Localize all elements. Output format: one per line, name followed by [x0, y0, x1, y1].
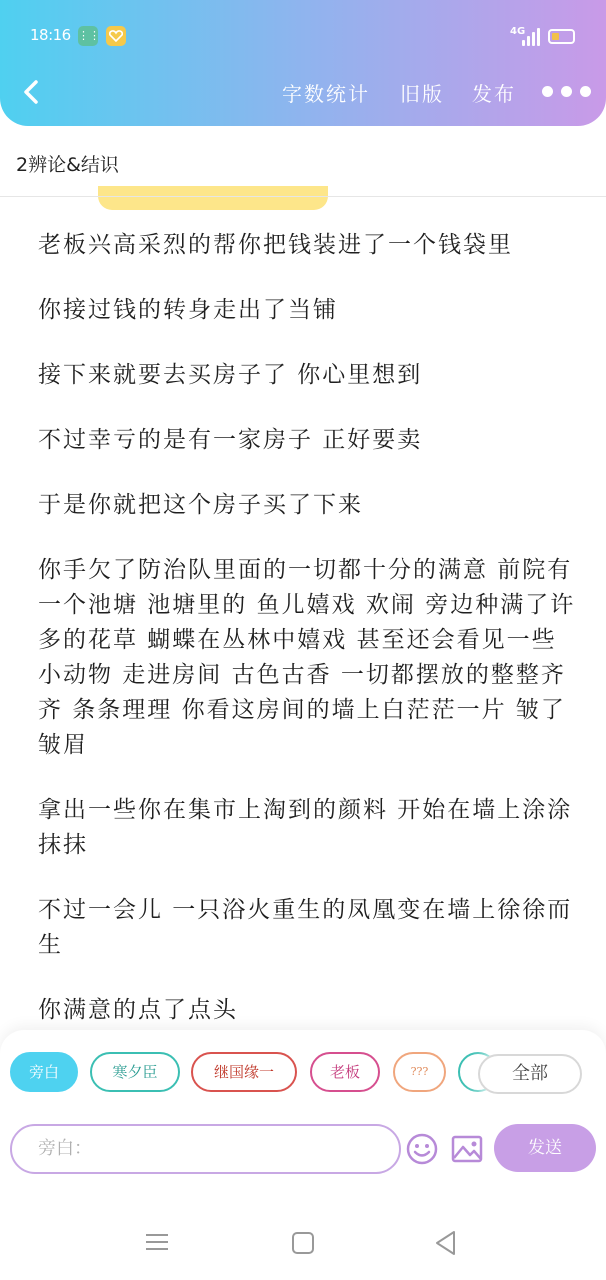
publish-button[interactable]: 发布: [472, 82, 516, 106]
back-arrow-icon[interactable]: [20, 78, 44, 106]
header: [0, 0, 606, 126]
paragraph: 于是你就把这个房子买了下来: [38, 492, 363, 518]
input-row: [0, 1124, 606, 1176]
paragraph: 拿出一些你在集市上淘到的颜料 开始在墙上涂涂抹抹: [38, 797, 573, 858]
character-chip[interactable]: 寒夕臣: [90, 1052, 180, 1092]
back-triangle-icon[interactable]: [434, 1230, 458, 1256]
character-chip[interactable]: ???: [393, 1052, 446, 1092]
paragraph: 不过幸亏的是有一家房子 正好要卖: [38, 427, 423, 453]
chapter-title[interactable]: 2辨论&结识: [16, 154, 119, 176]
signal-icon: [522, 28, 540, 46]
status-bar: [0, 0, 606, 70]
old-version-button[interactable]: 旧版: [400, 82, 444, 106]
send-button[interactable]: 发送: [494, 1124, 596, 1172]
more-dots-icon[interactable]: [542, 84, 592, 98]
network-type: 4G: [510, 26, 526, 37]
paragraph: 你接过钱的转身走出了当铺: [38, 297, 338, 323]
image-icon[interactable]: [450, 1132, 484, 1166]
paragraph: 老板兴高采烈的帮你把钱装进了一个钱袋里: [38, 232, 513, 258]
character-chip-narrator[interactable]: 旁白: [10, 1052, 78, 1092]
divider: [0, 196, 606, 197]
notification-heart-icon: [106, 26, 126, 46]
chapter-highlight: [98, 186, 328, 210]
message-input[interactable]: 旁白：: [10, 1124, 401, 1174]
composer-panel: [0, 1030, 606, 1180]
emoji-icon[interactable]: [405, 1132, 439, 1166]
home-icon[interactable]: [292, 1232, 314, 1254]
paragraph: 你满意的点了点头: [38, 997, 238, 1023]
character-chip[interactable]: 老板: [310, 1052, 380, 1092]
paragraph: 不过一会儿 一只浴火重生的凤凰变在墙上徐徐而生: [38, 897, 573, 958]
battery-icon: [548, 29, 575, 44]
status-time: 18:16: [30, 26, 71, 44]
character-chip[interactable]: 继国缘一: [191, 1052, 297, 1092]
nav-bar: [0, 70, 606, 114]
all-characters-button[interactable]: 全部: [478, 1054, 582, 1094]
notification-app-icon: ⋮⋮: [78, 26, 98, 46]
paragraph: 接下来就要去买房子了 你心里想到: [38, 362, 423, 388]
story-content[interactable]: [38, 228, 578, 1030]
system-nav-bar: [0, 1180, 606, 1280]
menu-icon[interactable]: [146, 1232, 170, 1252]
word-count-button[interactable]: 字数统计: [282, 82, 370, 106]
paragraph: 你手欠了防治队里面的一切都十分的满意 前院有一个池塘 池塘里的 鱼儿嬉戏 欢闹 旁边种满了许多的花草 蝴蝶在丛林中嬉戏 甚至还会看见一些小动物 走进房间 古色古香 一切都摆放的整整齐齐 条条理理 你看这房间的墙上白茫茫一片 皱了皱眉: [38, 557, 576, 758]
